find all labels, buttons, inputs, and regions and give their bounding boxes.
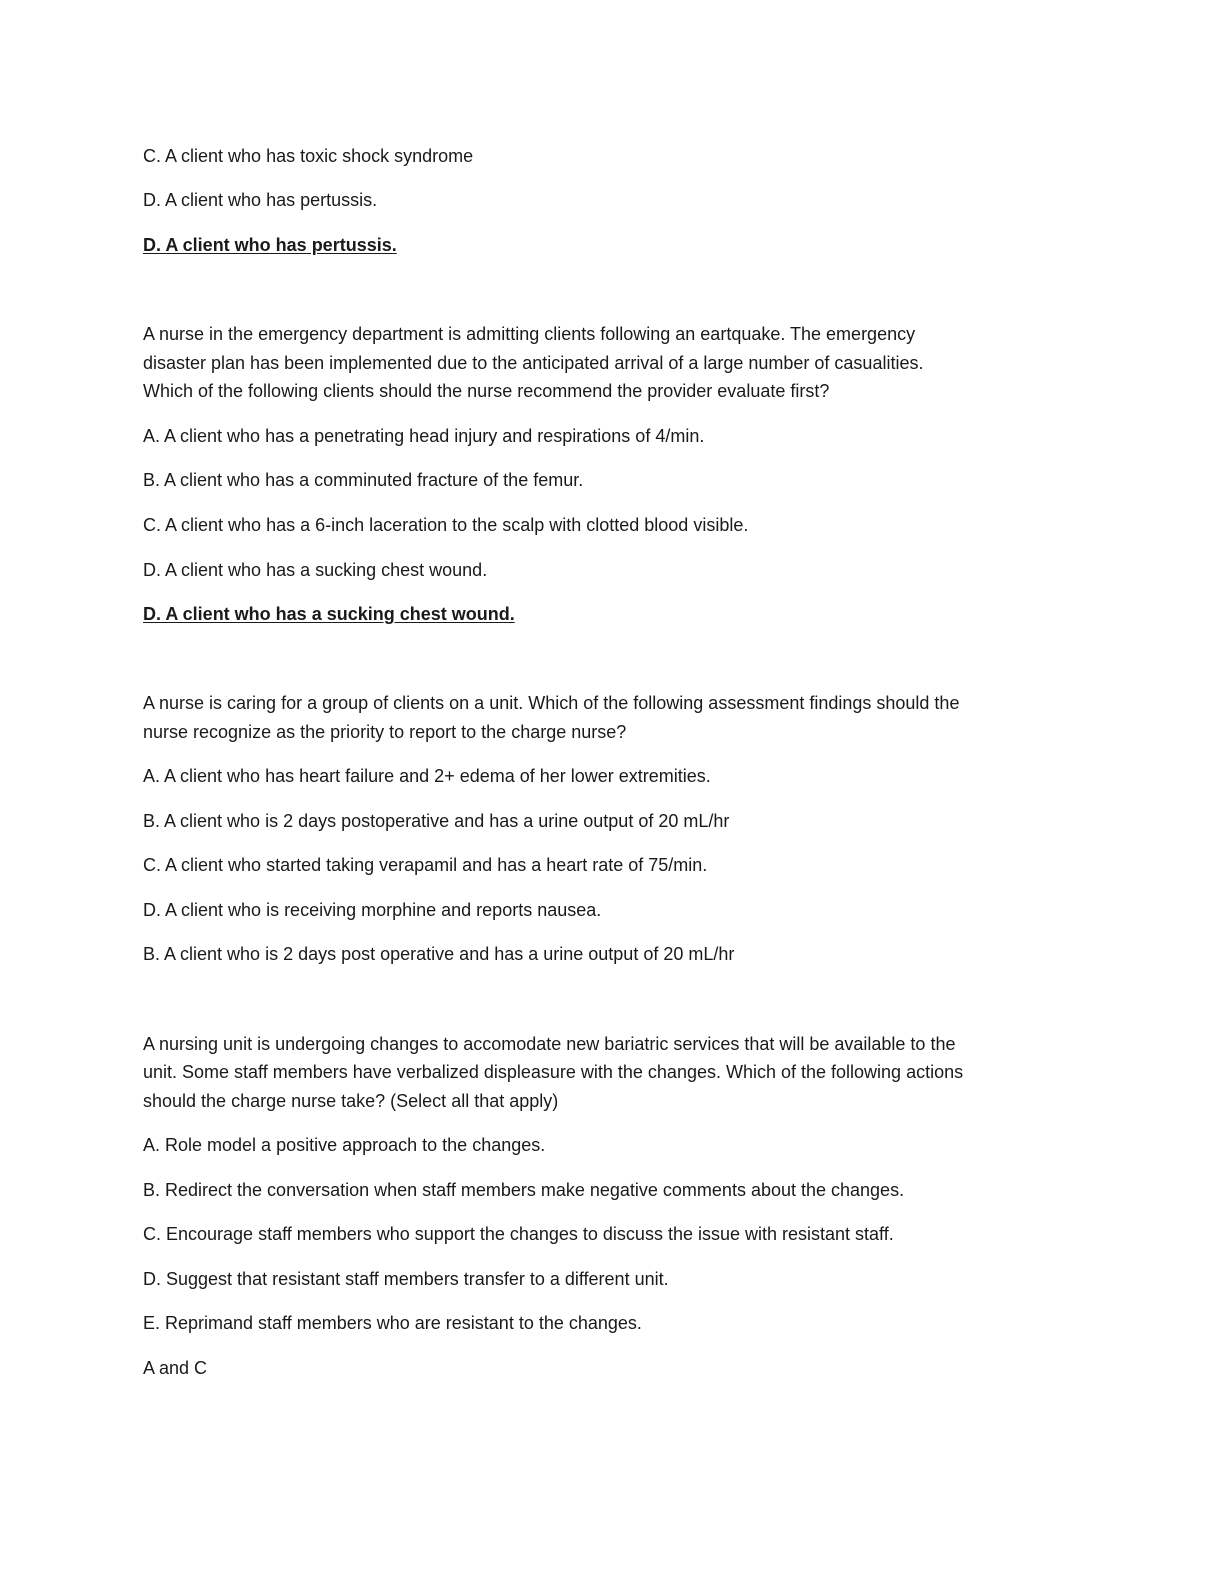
q3-stem-line-2: unit. Some staff members have verbalized displeasure with the changes. Which of the following actions bbox=[143, 1062, 964, 1082]
q3-option-c: C. Encourage staff members who support the changes to discuss the issue with resistant staff. bbox=[143, 1224, 894, 1244]
q2-answer: B. A client who is 2 days post operative and has a urine output of 20 mL/hr bbox=[143, 944, 735, 964]
q2-option-d: D. A client who is receiving morphine and reports nausea. bbox=[143, 900, 602, 920]
q2-option-c: C. A client who started taking verapamil and has a heart rate of 75/min. bbox=[143, 855, 708, 875]
q1-option-d: D. A client who has a sucking chest wound. bbox=[143, 560, 488, 580]
q3-answer: A and C bbox=[143, 1358, 208, 1378]
q2-stem-line-1: A nurse is caring for a group of clients on a unit. Which of the following assessment findings should the bbox=[143, 693, 960, 713]
q0-answer: D. A client who has pertussis. bbox=[143, 235, 397, 255]
q2-stem-line-2: nurse recognize as the priority to report to the charge nurse? bbox=[143, 722, 627, 742]
q2-option-b: B. A client who is 2 days postoperative and has a urine output of 20 mL/hr bbox=[143, 811, 730, 831]
q1-stem-line-1: A nurse in the emergency department is admitting clients following an eartquake. The emergency bbox=[143, 324, 916, 344]
q3-option-d: D. Suggest that resistant staff members transfer to a different unit. bbox=[143, 1269, 669, 1289]
q2-option-a: A. A client who has heart failure and 2+ edema of her lower extremities. bbox=[143, 766, 711, 786]
q1-stem-line-2: disaster plan has been implemented due to the anticipated arrival of a large number of casualities. bbox=[143, 353, 924, 373]
q1-stem-line-3: Which of the following clients should the nurse recommend the provider evaluate first? bbox=[143, 381, 830, 401]
q1-option-c: C. A client who has a 6-inch laceration to the scalp with clotted blood visible. bbox=[143, 515, 749, 535]
q3-option-b: B. Redirect the conversation when staff members make negative comments about the changes. bbox=[143, 1180, 905, 1200]
q3-option-e: E. Reprimand staff members who are resistant to the changes. bbox=[143, 1313, 642, 1333]
q1-option-b: B. A client who has a comminuted fracture of the femur. bbox=[143, 470, 584, 490]
q0-option-c: C. A client who has toxic shock syndrome bbox=[143, 146, 474, 166]
q3-stem-line-3: should the charge nurse take? (Select all that apply) bbox=[143, 1091, 559, 1111]
q3-stem-line-1: A nursing unit is undergoing changes to accomodate new bariatric services that will be available to the bbox=[143, 1034, 956, 1054]
q1-answer: D. A client who has a sucking chest wound. bbox=[143, 604, 515, 624]
q0-option-d: D. A client who has pertussis. bbox=[143, 190, 378, 210]
q1-option-a: A. A client who has a penetrating head injury and respirations of 4/min. bbox=[143, 426, 705, 446]
q3-option-a: A. Role model a positive approach to the changes. bbox=[143, 1135, 546, 1155]
